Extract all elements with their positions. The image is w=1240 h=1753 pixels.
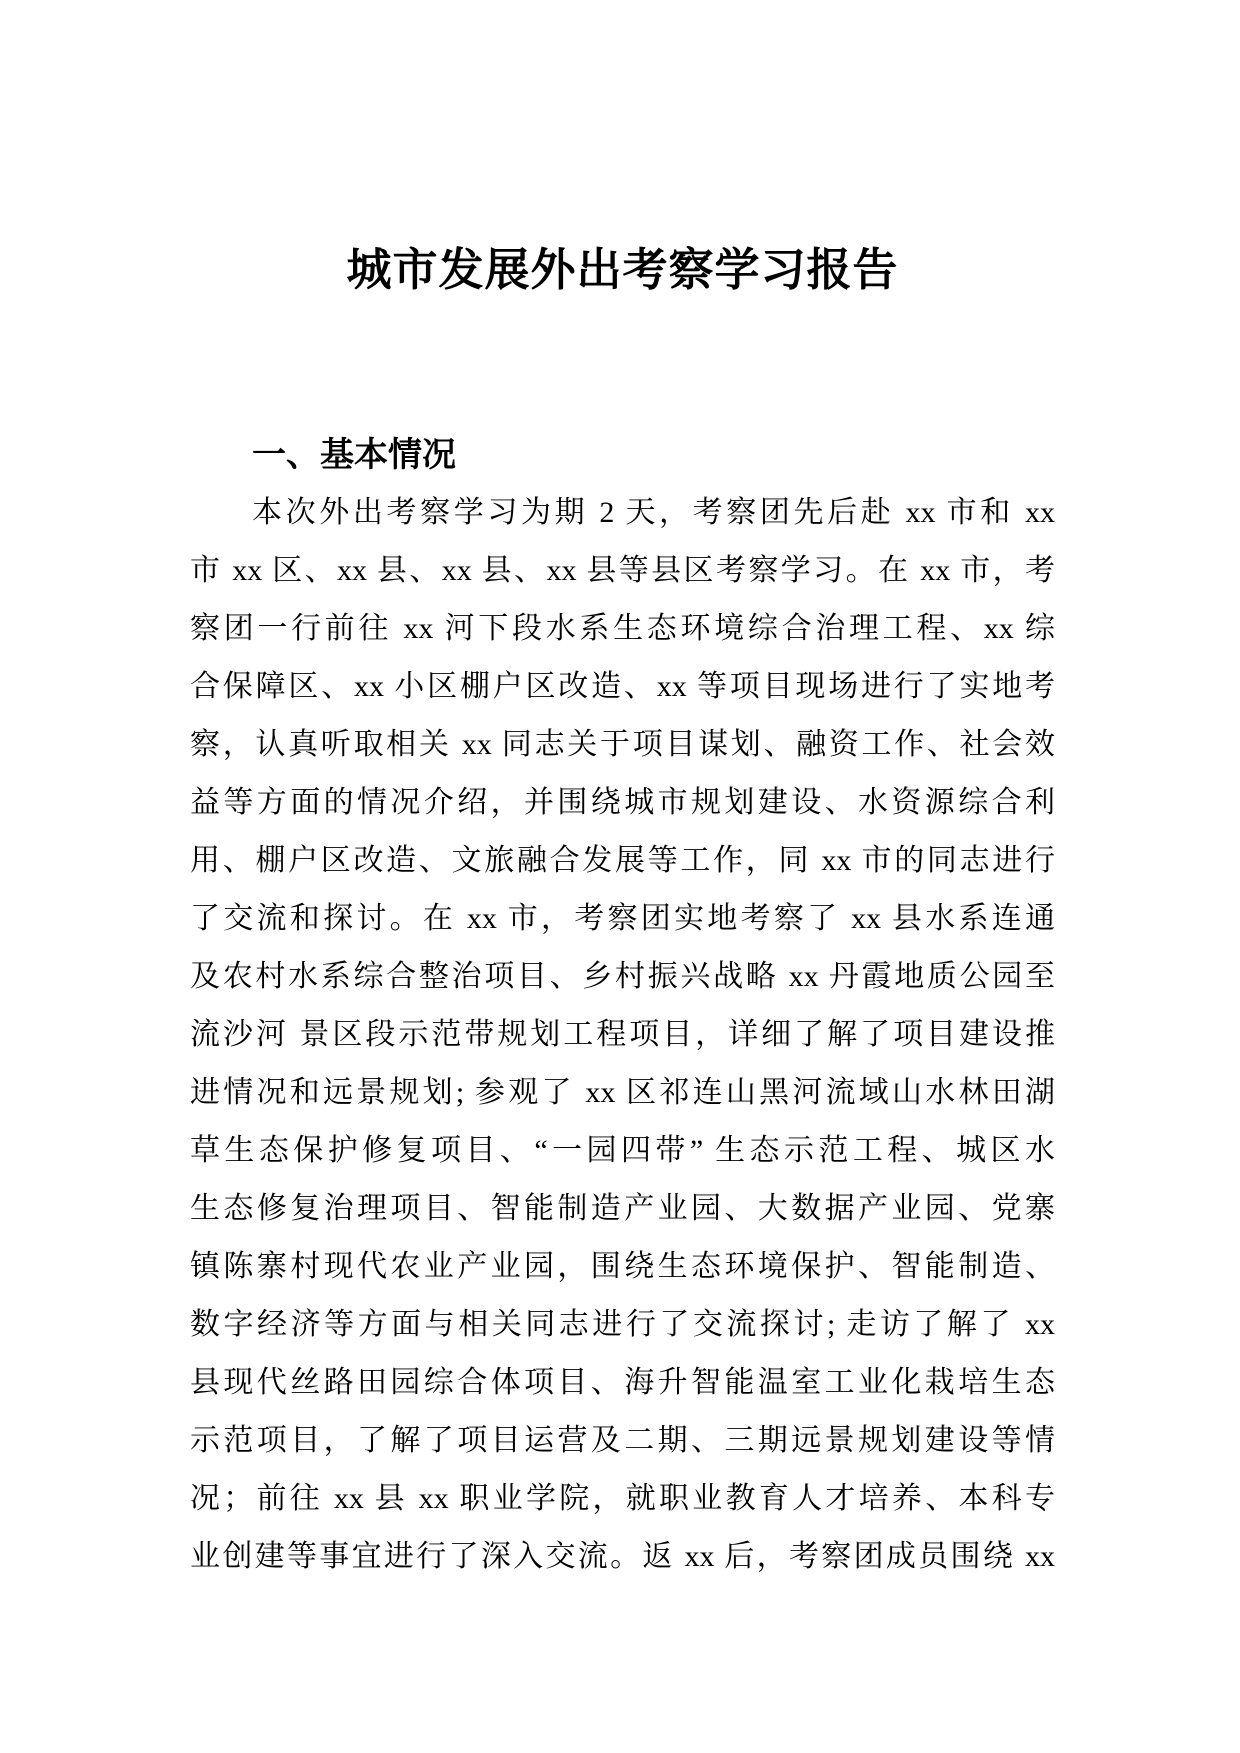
body-line: 草生态保护修复项目、“一园四带” 生态示范工程、城区水 (190, 1134, 1055, 1167)
body-line: 况；前往 xx 县 xx 职业学院，就职业教育人才培养、本科专 (190, 1482, 1055, 1515)
body-line: 流沙河 景区段示范带规划工程项目，详细了解了项目建设推 (190, 1018, 1055, 1051)
body-line: 镇陈寨村现代农业产业园，围绕生态环境保护、智能制造、 (190, 1250, 1055, 1283)
body-line: 业创建等事宜进行了深入交流。返 xx 后，考察团成员围绕 xx (190, 1540, 1055, 1573)
body-line: 本次外出考察学习为期 2 天，考察团先后赴 xx 市和 xx (252, 496, 1055, 529)
body-line: 合保障区、xx 小区棚户区改造、xx 等项目现场进行了实地考 (190, 670, 1055, 703)
paragraph (190, 484, 1055, 1586)
body-line: 了交流和探讨。在 xx 市，考察团实地考察了 xx 县水系连通 (190, 902, 1055, 935)
body-line: 市 xx 区、xx 县、xx 县、xx 县等县区考察学习。在 xx 市，考 (190, 554, 1055, 587)
body-line: 察，认真听取相关 xx 同志关于项目谋划、融资工作、社会效 (190, 728, 1055, 761)
body-line: 及农村水系综合整治项目、乡村振兴战略 xx 丹霞地质公园至 (190, 960, 1055, 993)
body-line: 示范项目，了解了项目运营及二期、三期远景规划建设等情 (190, 1424, 1055, 1457)
body-line: 进情况和远景规划; 参观了 xx 区祁连山黑河流域山水林田湖 (190, 1076, 1055, 1109)
document-title: 城市发展外出考察学习报告 (346, 244, 899, 295)
section-heading: 一、基本情况 (252, 436, 456, 474)
body-line: 县现代丝路田园综合体项目、海升智能温室工业化栽培生态 (190, 1366, 1055, 1399)
body-line: 察团一行前往 xx 河下段水系生态环境综合治理工程、xx 综 (190, 612, 1055, 645)
body-line: 数字经济等方面与相关同志进行了交流探讨; 走访了解了 xx (190, 1308, 1055, 1341)
body-line: 益等方面的情况介绍，并围绕城市规划建设、水资源综合利 (190, 786, 1055, 819)
body-line: 用、棚户区改造、文旅融合发展等工作，同 xx 市的同志进行 (190, 844, 1055, 877)
body-line: 生态修复治理项目、智能制造产业园、大数据产业园、党寨 (190, 1192, 1055, 1225)
